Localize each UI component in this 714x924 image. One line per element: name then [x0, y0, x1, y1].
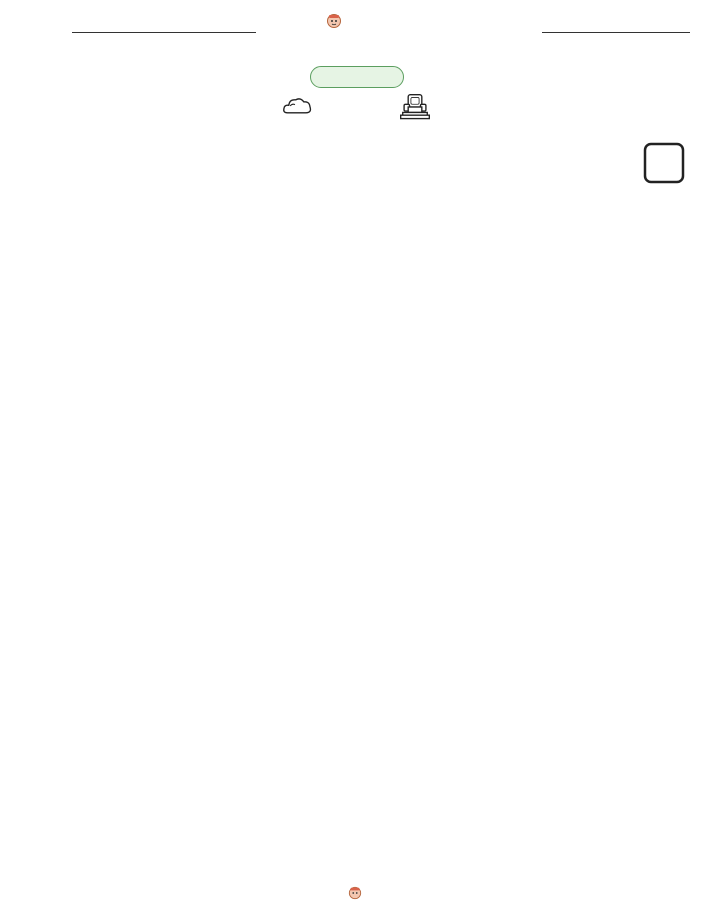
footer [0, 886, 714, 900]
storypie-mascot-icon [348, 886, 362, 900]
